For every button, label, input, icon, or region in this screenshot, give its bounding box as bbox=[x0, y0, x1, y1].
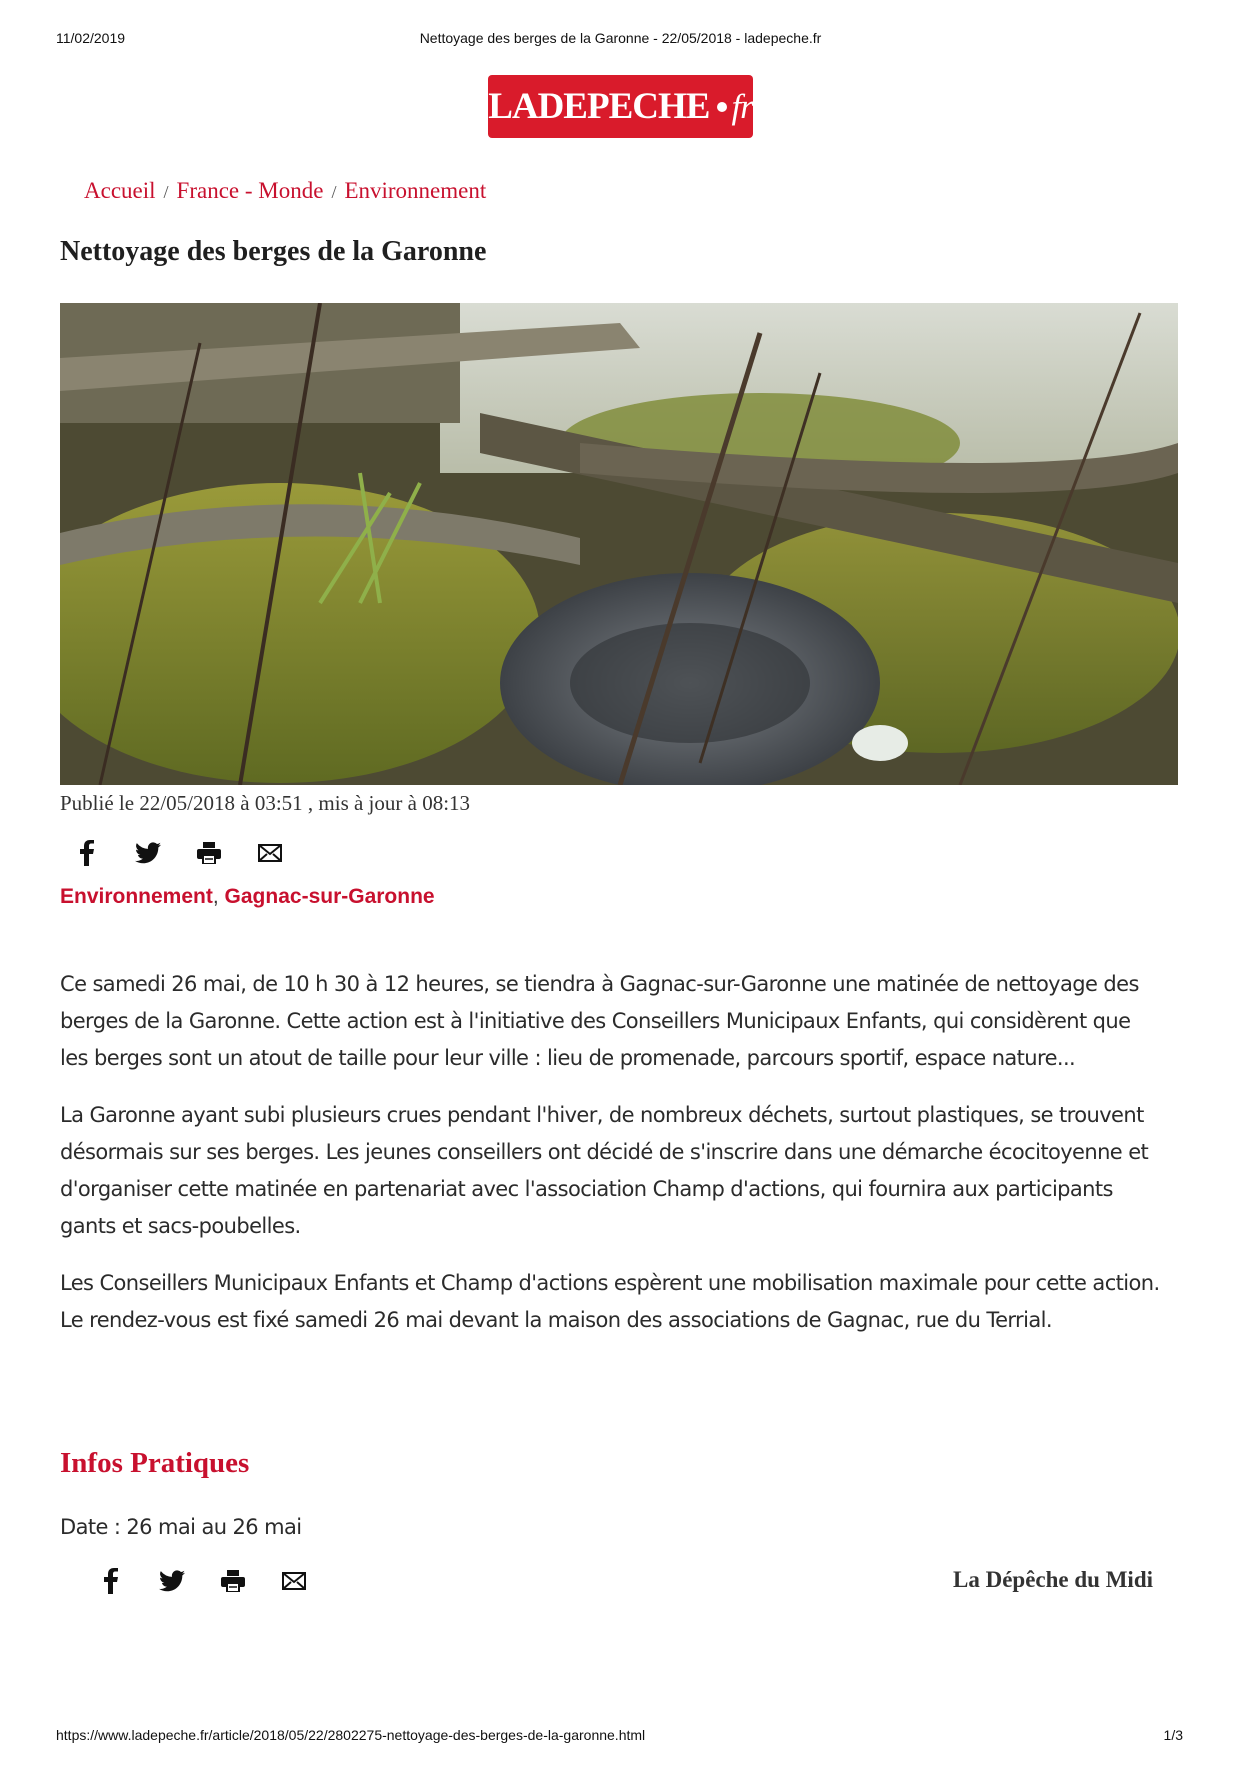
publication-date: Publié le 22/05/2018 à 03:51 , mis à jour à 08:13 bbox=[60, 791, 471, 815]
email-share-button[interactable] bbox=[239, 837, 300, 869]
print-button[interactable] bbox=[178, 837, 239, 869]
site-logo[interactable] bbox=[488, 75, 753, 138]
email-icon bbox=[282, 1572, 306, 1590]
breadcrumb-separator: / bbox=[163, 182, 169, 202]
article-source: La Dépêche du Midi bbox=[953, 1567, 1153, 1592]
tag-separator: , bbox=[212, 885, 219, 908]
facebook-share-button[interactable] bbox=[80, 1565, 141, 1597]
breadcrumb-france-monde[interactable]: France - Monde bbox=[176, 178, 324, 203]
print-button[interactable] bbox=[202, 1565, 263, 1597]
print-date: 11/02/2019 bbox=[56, 30, 126, 46]
breadcrumb-environnement[interactable]: Environnement bbox=[344, 178, 487, 203]
print-page-number: 1/3 bbox=[1163, 1727, 1183, 1743]
print-url: https://www.ladepeche.fr/article/2018/05/22/2802275-nettoyage-des-berges-de-la-garonne.html bbox=[56, 1727, 646, 1743]
infos-pratiques-title: Infos Pratiques bbox=[60, 1447, 250, 1479]
tag-environnement[interactable]: Environnement bbox=[60, 885, 213, 908]
twitter-share-button[interactable] bbox=[141, 1565, 202, 1597]
riverbank-photo-illustration bbox=[60, 303, 1178, 785]
article-tags bbox=[60, 885, 435, 909]
print-title: Nettoyage des berges de la Garonne - 22/05/2018 - ladepeche.fr bbox=[419, 30, 822, 46]
article-paragraph: La Garonne ayant subi plusieurs crues pendant l'hiver, de nombreux déchets, surtout plastiques, se trouvent désormais sur ses berges. Les jeunes conseillers ont décidé de s'inscrire dans une démarche écocitoyenne et d'organiser cette matinée en partenariat avec l'association Champ d'actions, qui fournira aux participants gants et sacs-poubelles. bbox=[60, 1103, 1149, 1238]
breadcrumb bbox=[84, 178, 486, 204]
facebook-icon bbox=[79, 840, 95, 866]
breadcrumb-separator: / bbox=[331, 182, 337, 202]
share-bar bbox=[56, 837, 300, 869]
article-title: Nettoyage des berges de la Garonne bbox=[60, 236, 487, 267]
twitter-icon bbox=[159, 1570, 185, 1592]
breadcrumb-accueil[interactable]: Accueil bbox=[84, 178, 156, 203]
print-icon bbox=[221, 1570, 245, 1592]
logo-suffix: fr bbox=[731, 86, 753, 126]
print-header bbox=[0, 30, 1241, 50]
facebook-share-button[interactable] bbox=[56, 837, 117, 869]
article-paragraph: Ce samedi 26 mai, de 10 h 30 à 12 heures, se tiendra à Gagnac-sur-Garonne une matinée de nettoyage des berges de la Garonne. Cette action est à l'initiative des Conseillers Municipaux Enfants, qui considèrent que les berges sont un atout de taille pour leur ville : lieu de promenade, parcours sportif, espace nature... bbox=[60, 972, 1139, 1070]
print-icon bbox=[197, 842, 221, 864]
email-share-button[interactable] bbox=[263, 1565, 324, 1597]
article-body bbox=[60, 966, 1160, 1359]
share-bar-bottom bbox=[80, 1565, 324, 1597]
article-photo bbox=[60, 303, 1178, 785]
tag-gagnac-sur-garonne[interactable]: Gagnac-sur-Garonne bbox=[224, 885, 435, 908]
logo-dot bbox=[717, 102, 727, 112]
event-date: Date : 26 mai au 26 mai bbox=[60, 1515, 302, 1539]
logo-text: LADEPECHE bbox=[488, 86, 710, 127]
article-paragraph: Les Conseillers Municipaux Enfants et Champ d'actions espèrent une mobilisation maximale pour cette action. Le rendez-vous est fixé samedi 26 mai devant la maison des associations de Gagnac, rue du Terrial. bbox=[60, 1271, 1160, 1332]
print-footer bbox=[0, 1727, 1241, 1747]
facebook-icon bbox=[103, 1568, 119, 1594]
twitter-share-button[interactable] bbox=[117, 837, 178, 869]
twitter-icon bbox=[135, 842, 161, 864]
email-icon bbox=[258, 844, 282, 862]
